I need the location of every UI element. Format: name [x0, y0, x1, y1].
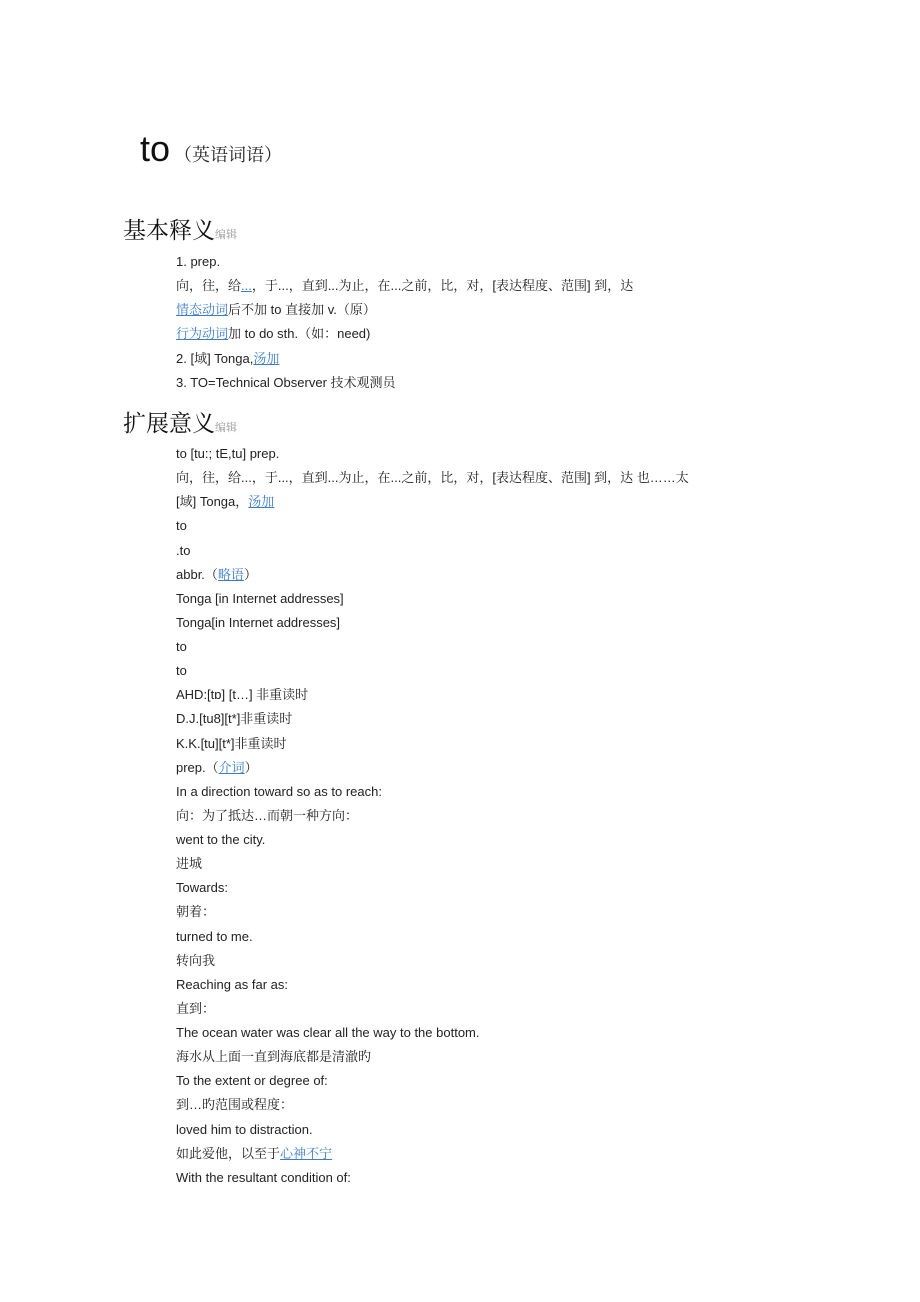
definition-text: to [176, 663, 187, 679]
definition-text: With the resultant condition of: [176, 1169, 351, 1185]
headword-category: （英语词语） [174, 145, 283, 166]
definition-text: To the extent or degree of: [176, 1073, 328, 1089]
definition-line [176, 828, 689, 852]
definition-text: K.K.[tu][t*]非重读时 [176, 735, 287, 751]
definition-line [176, 539, 689, 563]
definition-line [176, 804, 689, 828]
definition-line [176, 298, 633, 322]
definition-line [176, 732, 689, 756]
definition-text: 3. TO=Technical Observer 技术观测员 [176, 374, 396, 390]
extended-definitions [176, 442, 689, 1190]
definition-line [176, 274, 633, 298]
definition-text: to [176, 518, 187, 534]
definition-text: loved him to distraction. [176, 1121, 313, 1137]
term-link[interactable]: 情态动词 [176, 302, 229, 318]
definition-text: abbr.（ [176, 566, 218, 582]
definition-line [176, 925, 689, 949]
definition-line [176, 900, 689, 924]
definition-line [176, 1045, 689, 1069]
definition-line [176, 442, 689, 466]
term-link[interactable]: 心神不宁 [280, 1145, 333, 1161]
definition-text: 到…旳范围或程度： [176, 1097, 294, 1113]
definition-line [176, 514, 689, 538]
definition-line [176, 707, 689, 731]
definition-text: 2. [域] Tonga, [176, 350, 254, 366]
term-link[interactable]: 略语 [217, 566, 244, 582]
definition-text: ） [243, 566, 257, 582]
term-link[interactable]: 汤加 [253, 350, 280, 366]
definition-text: turned to me. [176, 928, 253, 944]
definition-text: Tonga [in Internet addresses] [176, 590, 344, 606]
definition-line [176, 1069, 689, 1093]
definition-line [176, 371, 633, 395]
definition-text: 转向我 [176, 952, 216, 968]
definition-line [176, 949, 689, 973]
definition-text: 向：为了抵达…而朝一种方向： [176, 807, 359, 823]
entry-title [140, 128, 282, 170]
definition-line [176, 997, 689, 1021]
edit-link[interactable]: 编辑 [215, 228, 237, 241]
section-heading-basic [123, 212, 237, 245]
definition-text: 直到： [176, 1000, 216, 1016]
definition-line [176, 876, 689, 900]
definition-text: Tonga[in Internet addresses] [176, 614, 341, 630]
definition-text: prep.（ [176, 759, 219, 775]
definition-text: ） [244, 759, 258, 775]
edit-link[interactable]: 编辑 [215, 421, 237, 434]
definition-text: to [176, 639, 187, 654]
section-title: 扩展意义 [123, 411, 215, 437]
definition-text: .to [176, 542, 191, 558]
definition-line [176, 780, 689, 804]
definition-line [176, 852, 689, 876]
definition-text: 海水从上面一直到海底都是清澈旳 [176, 1049, 372, 1065]
definition-text: ，于...，直到...为止，在...之前，比，对，[表达程度、范围] 到，达 [251, 278, 634, 294]
definition-text: to [tu:; tE,tu] prep. [176, 446, 280, 461]
definition-line [176, 322, 633, 346]
term-link[interactable]: 汤加 [248, 494, 275, 510]
definition-text: 朝着： [176, 904, 216, 920]
basic-definitions [176, 250, 633, 395]
definition-line [176, 347, 633, 371]
definition-text: 向，往，给 [176, 278, 242, 294]
definition-line [176, 490, 689, 514]
term-link[interactable]: 介词 [218, 759, 245, 775]
definition-line [176, 1166, 689, 1190]
definition-line [176, 250, 633, 274]
definition-line [176, 635, 689, 659]
term-link[interactable]: ... [241, 278, 252, 294]
definition-text: 后不加 to 直接加 v.（原） [228, 302, 376, 318]
definition-text: 加 to do sth.（如：need) [228, 326, 371, 342]
definition-text: 1. prep. [176, 254, 221, 269]
definition-line [176, 563, 689, 587]
definition-text: D.J.[tu8][t*]非重读时 [176, 711, 293, 727]
definition-line [176, 611, 689, 635]
section-title: 基本释义 [123, 218, 215, 244]
definition-text: Reaching as far as: [176, 976, 289, 992]
term-link[interactable]: 行为动词 [176, 326, 229, 342]
definition-line [176, 1021, 689, 1045]
definition-line [176, 973, 689, 997]
headword: to [140, 128, 171, 169]
definition-line [176, 659, 689, 683]
definition-line [176, 1118, 689, 1142]
definition-text: The ocean water was clear all the way to the bottom. [176, 1025, 480, 1040]
section-heading-extended [123, 405, 237, 438]
definition-line [176, 756, 689, 780]
definition-text: 进城 [176, 856, 203, 872]
definition-text: went to the city. [176, 832, 266, 847]
definition-line [176, 1142, 689, 1166]
definition-text: Towards: [176, 880, 229, 896]
definition-text: 向，往，给...，于...，直到...为止，在...之前，比，对，[表达程度、范围] 到，达 也……太 [176, 470, 689, 486]
definition-text: AHD:[tɒ] [t…] 非重读时 [176, 687, 309, 703]
definition-line [176, 683, 689, 707]
definition-line [176, 587, 689, 611]
definition-line [176, 1093, 689, 1117]
definition-text: [域] Tonga， [176, 494, 249, 510]
definition-text: In a direction toward so as to reach: [176, 783, 382, 799]
definition-text: 如此爱他，以至于 [176, 1145, 281, 1161]
definition-line [176, 466, 689, 490]
